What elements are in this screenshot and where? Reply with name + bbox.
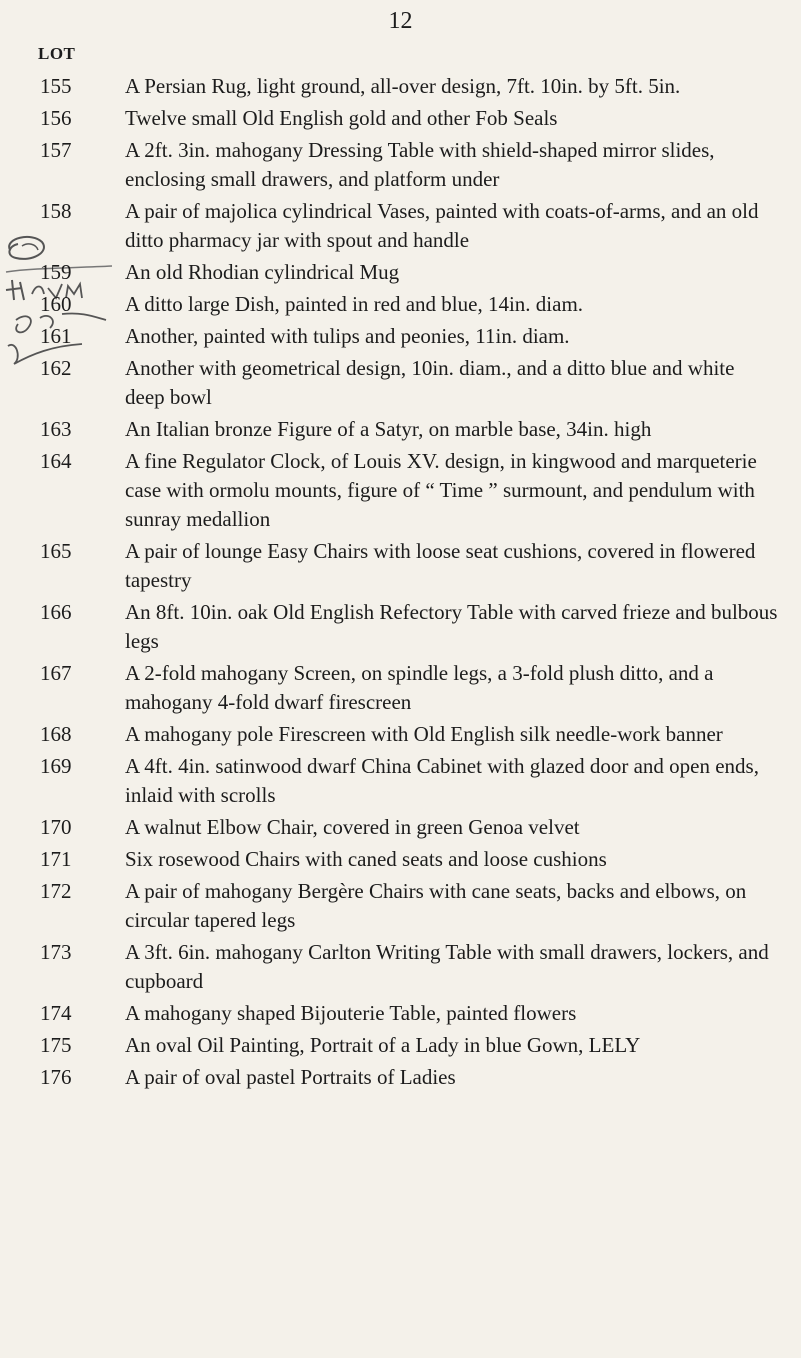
lot-number: 161 bbox=[40, 324, 72, 348]
lot-number: 160 bbox=[40, 292, 72, 316]
lot-number: 157 bbox=[40, 138, 72, 162]
lot-description: A 2ft. 3in. mahogany Dressing Table with shield-shaped mirror slides, enclosing small drawers, and platform under bbox=[125, 138, 715, 191]
lot-number: 156 bbox=[40, 106, 72, 130]
lot-entry bbox=[0, 845, 801, 874]
lot-description: Another with geometrical design, 10in. diam., and a ditto blue and white deep bowl bbox=[125, 356, 735, 409]
lot-description: A 2-fold mahogany Screen, on spindle legs, a 3-fold plush ditto, and a mahogany 4-fold dwarf firescreen bbox=[125, 661, 714, 714]
lot-number: 169 bbox=[40, 754, 72, 778]
lot-entry bbox=[0, 813, 801, 842]
lot-entry bbox=[0, 72, 801, 101]
lot-entry bbox=[0, 290, 801, 319]
lot-description: A walnut Elbow Chair, covered in green Genoa velvet bbox=[125, 815, 580, 839]
lot-number: 167 bbox=[40, 661, 72, 685]
lot-entry bbox=[0, 197, 801, 255]
lot-number: 165 bbox=[40, 539, 72, 563]
lot-entry bbox=[0, 752, 801, 810]
lot-description: An Italian bronze Figure of a Satyr, on marble base, 34in. high bbox=[125, 417, 652, 441]
lot-entry bbox=[0, 258, 801, 287]
lot-number: 158 bbox=[40, 199, 72, 223]
lot-number: 162 bbox=[40, 356, 72, 380]
lot-number: 174 bbox=[40, 1001, 72, 1025]
lot-description: Six rosewood Chairs with caned seats and loose cushions bbox=[125, 847, 607, 871]
lot-number: 159 bbox=[40, 260, 72, 284]
lot-description: A ditto large Dish, painted in red and blue, 14in. diam. bbox=[125, 292, 584, 316]
lot-number: 173 bbox=[40, 940, 72, 964]
lot-number: 175 bbox=[40, 1033, 72, 1057]
lot-number: 171 bbox=[40, 847, 72, 871]
lot-description: An 8ft. 10in. oak Old English Refectory Table with carved frieze and bulbous legs bbox=[125, 600, 778, 653]
lot-entry bbox=[0, 322, 801, 351]
lot-description: A mahogany shaped Bijouterie Table, painted flowers bbox=[125, 1001, 577, 1025]
lot-entry bbox=[0, 720, 801, 749]
lot-description: A Persian Rug, light ground, all-over design, 7ft. 10in. by 5ft. 5in. bbox=[125, 74, 681, 98]
lot-entry bbox=[0, 415, 801, 444]
lot-entry bbox=[0, 104, 801, 133]
lot-description: A pair of oval pastel Portraits of Ladies bbox=[125, 1065, 456, 1089]
lot-description: A pair of majolica cylindrical Vases, painted with coats-of-arms, and an old ditto pharmacy jar with spout and handle bbox=[125, 199, 759, 252]
lot-entry bbox=[0, 136, 801, 194]
page-number: 12 bbox=[388, 8, 413, 34]
lot-description: Another, painted with tulips and peonies, 11in. diam. bbox=[125, 324, 570, 348]
lot-entry bbox=[0, 598, 801, 656]
lot-description: Twelve small Old English gold and other Fob Seals bbox=[125, 106, 558, 130]
lot-list bbox=[0, 72, 801, 1095]
lot-description: A fine Regulator Clock, of Louis XV. design, in kingwood and marqueterie case with ormolu mounts, figure of “ Time ” surmount, and pendulum with sunray medallion bbox=[125, 449, 757, 531]
lot-entry bbox=[0, 938, 801, 996]
lot-number: 164 bbox=[40, 449, 72, 473]
lot-number: 172 bbox=[40, 879, 72, 903]
lot-number: 155 bbox=[40, 74, 72, 98]
lot-entry bbox=[0, 537, 801, 595]
lot-entry bbox=[0, 447, 801, 534]
lot-column-header: LOT bbox=[38, 44, 76, 63]
lot-description: A mahogany pole Firescreen with Old English silk needle-work banner bbox=[125, 722, 723, 746]
lot-entry bbox=[0, 354, 801, 412]
lot-description: An oval Oil Painting, Portrait of a Lady in blue Gown, LELY bbox=[125, 1033, 641, 1057]
lot-number: 168 bbox=[40, 722, 72, 746]
lot-description: An old Rhodian cylindrical Mug bbox=[125, 260, 400, 284]
lot-entry bbox=[0, 877, 801, 935]
lot-number: 166 bbox=[40, 600, 72, 624]
lot-description: A 4ft. 4in. satinwood dwarf China Cabinet with glazed door and open ends, inlaid with scrolls bbox=[125, 754, 759, 807]
lot-number: 176 bbox=[40, 1065, 72, 1089]
lot-entry bbox=[0, 659, 801, 717]
lot-description: A 3ft. 6in. mahogany Carlton Writing Table with small drawers, lockers, and cupboard bbox=[125, 940, 769, 993]
lot-number: 163 bbox=[40, 417, 72, 441]
lot-description: A pair of lounge Easy Chairs with loose seat cushions, covered in flowered tapestry bbox=[125, 539, 756, 592]
lot-entry bbox=[0, 1063, 801, 1092]
lot-description: A pair of mahogany Bergère Chairs with cane seats, backs and elbows, on circular tapered legs bbox=[125, 879, 747, 932]
lot-number: 170 bbox=[40, 815, 72, 839]
lot-entry bbox=[0, 1031, 801, 1060]
lot-entry bbox=[0, 999, 801, 1028]
